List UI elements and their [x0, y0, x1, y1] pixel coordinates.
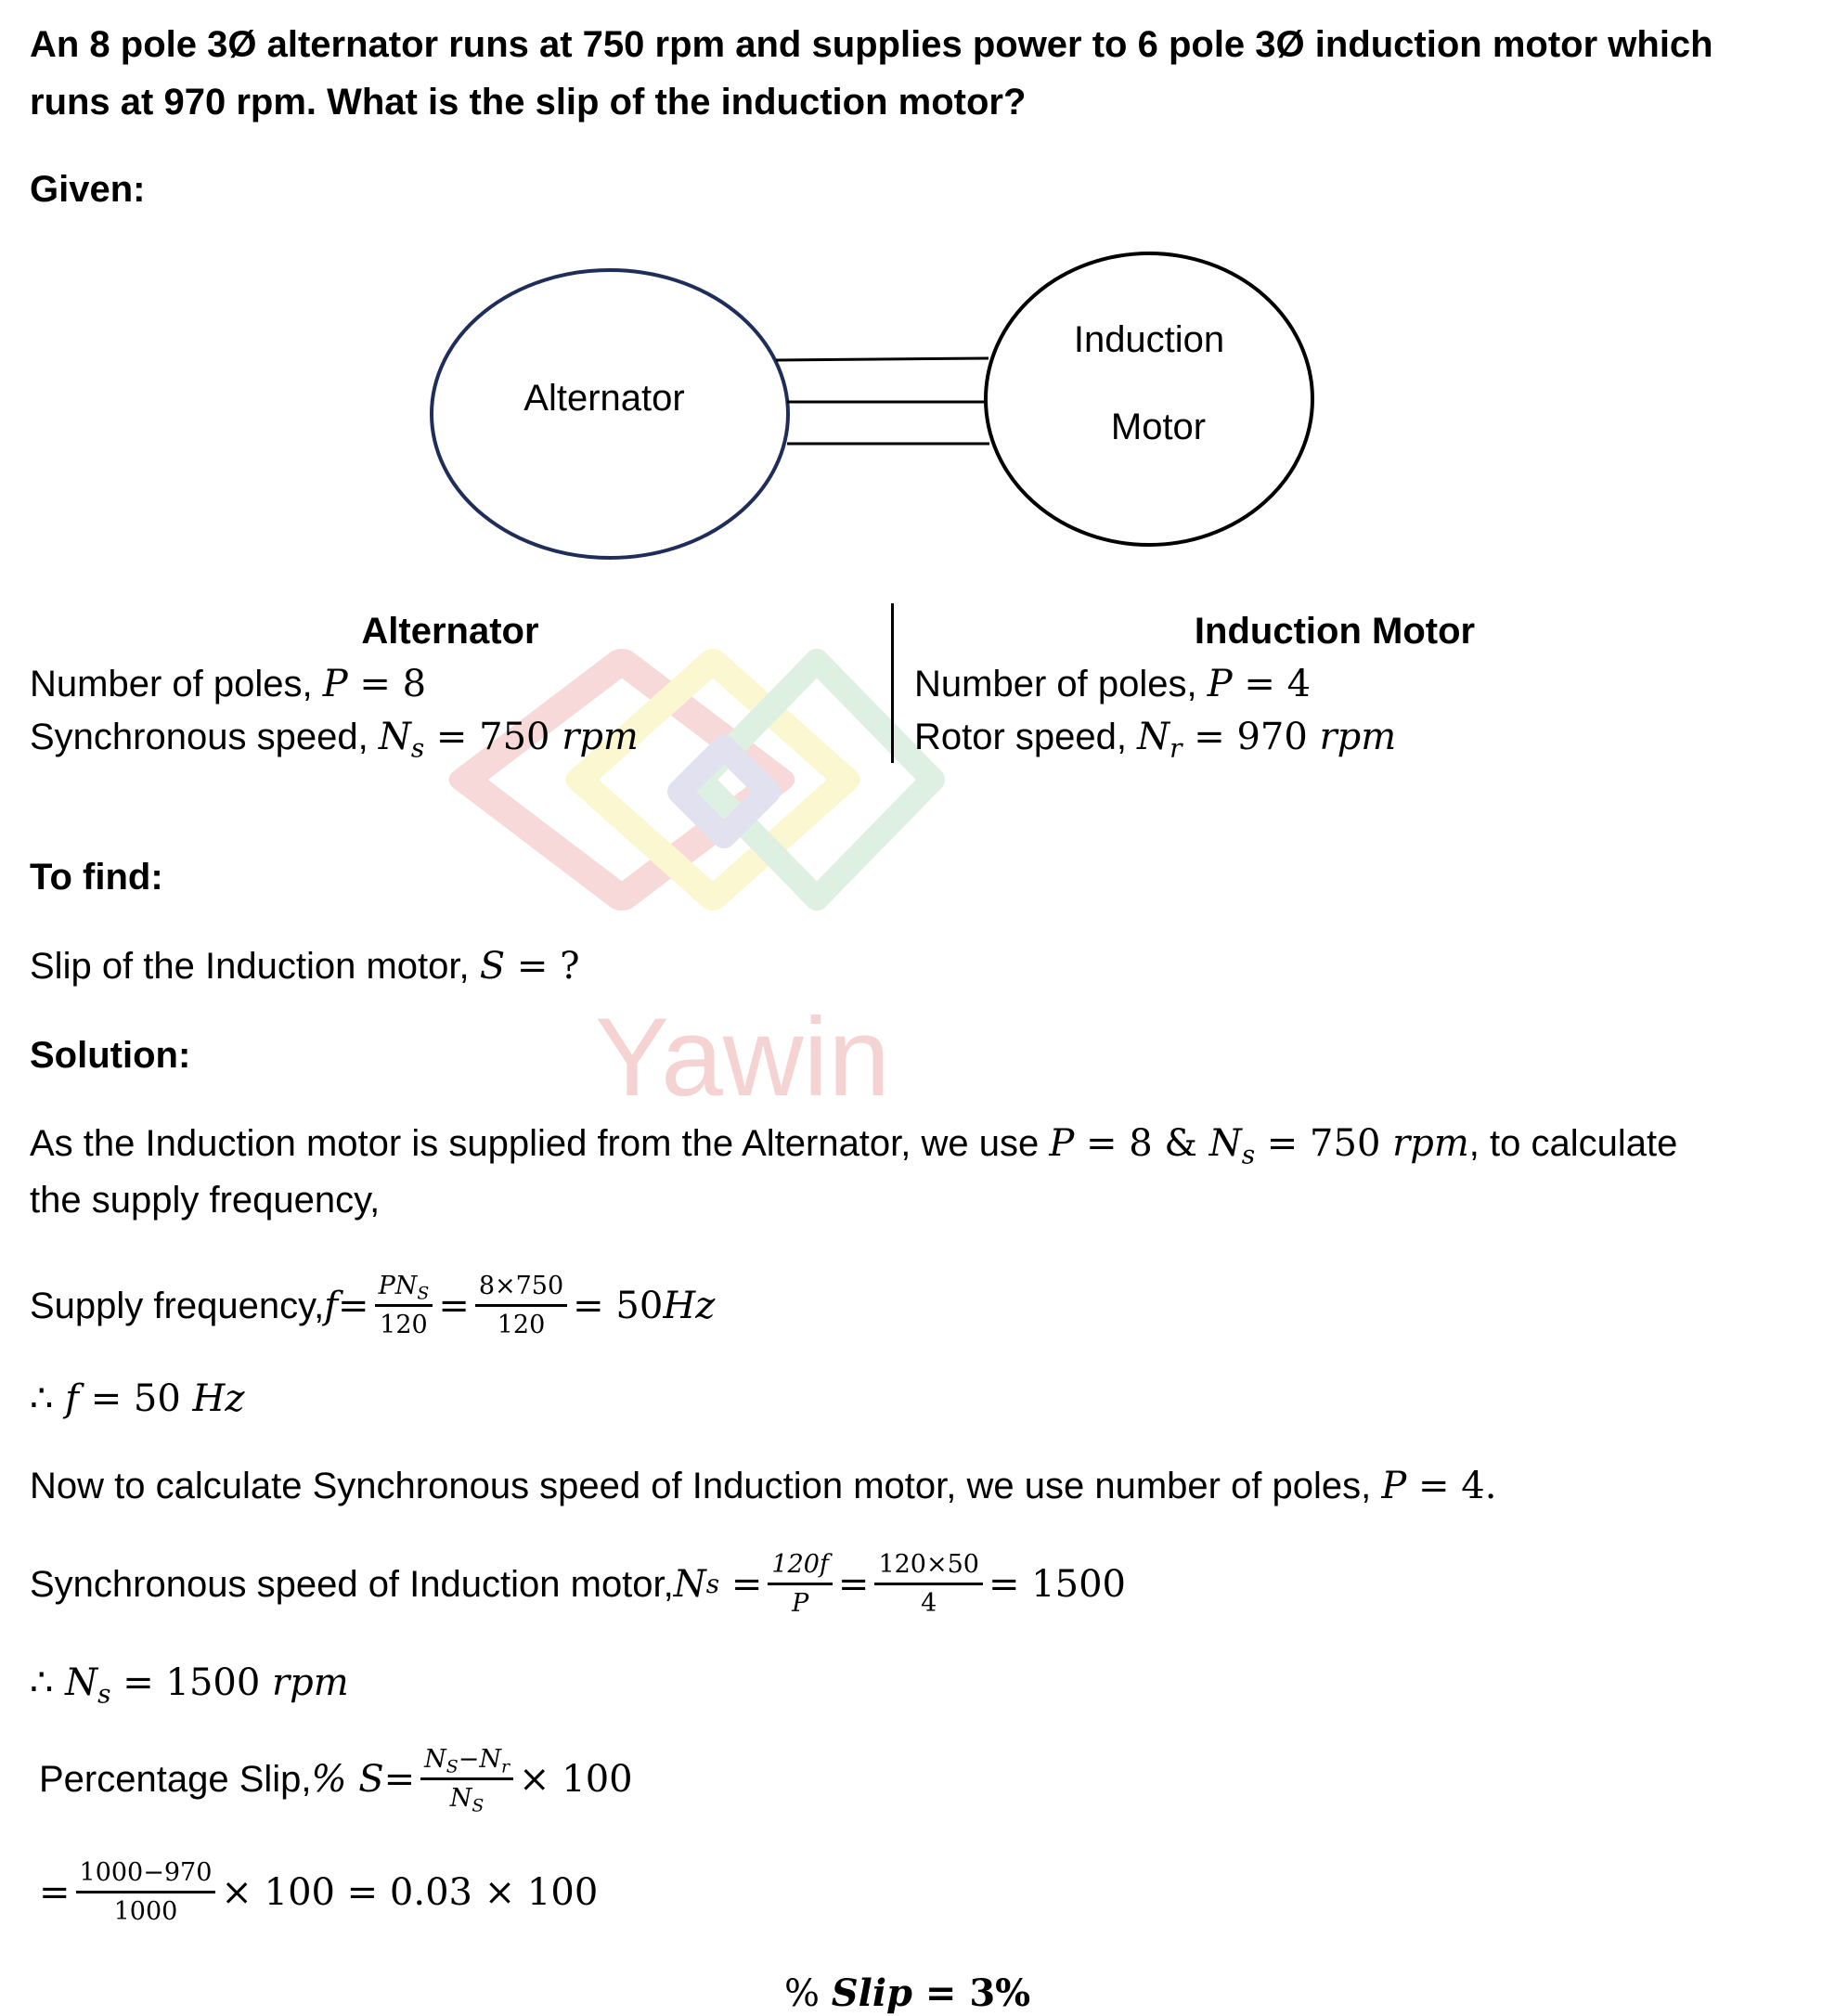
alternator-sync-speed: Synchronous speed, $N_s = 750$ rpm — [30, 716, 639, 764]
yawin-watermark — [446, 640, 1040, 1123]
motor-label-line-2: Motor — [1110, 407, 1207, 447]
alternator-label: Alternator — [523, 378, 685, 419]
fraction: $\frac{PN_S}{120}$ — [375, 1272, 433, 1339]
fraction: $\frac{N_S-N_r}{N_S}$ — [420, 1745, 513, 1813]
to-find-text: Slip of the Induction motor, S = ? — [30, 945, 580, 988]
svg-text:Yawin: Yawin — [595, 995, 890, 1119]
fraction: $\frac{120f}{P}$ — [768, 1550, 833, 1618]
motor-rotor-speed: Rotor speed, $N_r = 970$ rpm — [914, 716, 1397, 764]
solution-para-line-1: As the Induction motor is supplied from the Alternator, we use P = 8 & $N_s = 750$ rpm, to calculate — [30, 1122, 1678, 1170]
supply-line-1 — [776, 358, 989, 360]
question-line-1: An 8 pole 3Ø alternator runs at 750 rpm and supplies power to 6 pole 3Ø induction motor which — [30, 24, 1713, 65]
final-answer: % Slip = 3% — [784, 1971, 1031, 2015]
therefore-frequency: ∴ f = 50 Hz — [30, 1377, 245, 1420]
alternator-heading: Alternator — [361, 611, 539, 652]
motor-poles: Number of poles, P = 4 — [914, 663, 1312, 705]
sync-speed-equation: Synchronous speed of Induction motor, N s = $\frac{120f}{P}$ = $\frac{120\times 50}{4}$ = 1500 — [30, 1550, 1126, 1619]
motor-heading: Induction Motor — [1194, 611, 1476, 652]
column-divider — [891, 603, 894, 763]
slip-calculation: = $\frac{1000-970}{1000}$ × 100 = 0.03 × 100 — [39, 1858, 599, 1927]
solution-para-line-2: the supply frequency, — [30, 1180, 381, 1221]
therefore-sync-speed: ∴ $N_s = 1500$ rpm — [30, 1661, 349, 1710]
now-calculate-text: Now to calculate Synchronous speed of Induction motor, we use number of poles, P = 4. — [30, 1465, 1497, 1507]
given-heading: Given: — [30, 169, 146, 210]
motor-label-line-1: Induction — [1073, 319, 1225, 360]
fraction: $\frac{1000-970}{1000}$ — [76, 1858, 216, 1926]
fraction: $\frac{120\times 50}{4}$ — [874, 1550, 983, 1618]
fraction: $\frac{8\times 750}{120}$ — [475, 1272, 567, 1339]
to-find-heading: To find: — [30, 857, 163, 898]
yawin-logo-icon — [446, 640, 1040, 1123]
motor-ellipse — [986, 253, 1312, 545]
alternator-poles: Number of poles, P = 8 — [30, 663, 427, 705]
percentage-slip-formula: Percentage Slip, % S = $\frac{N_S-N_r}{N_S}$ × 100 — [39, 1745, 633, 1816]
supply-frequency-equation: Supply frequency, f = $\frac{PN_S}{120}$ = $\frac{8\times 750}{120}$ = 50 Hz — [30, 1272, 716, 1340]
solution-heading: Solution: — [30, 1035, 191, 1076]
question-line-2: runs at 970 rpm. What is the slip of the induction motor? — [30, 82, 1027, 123]
